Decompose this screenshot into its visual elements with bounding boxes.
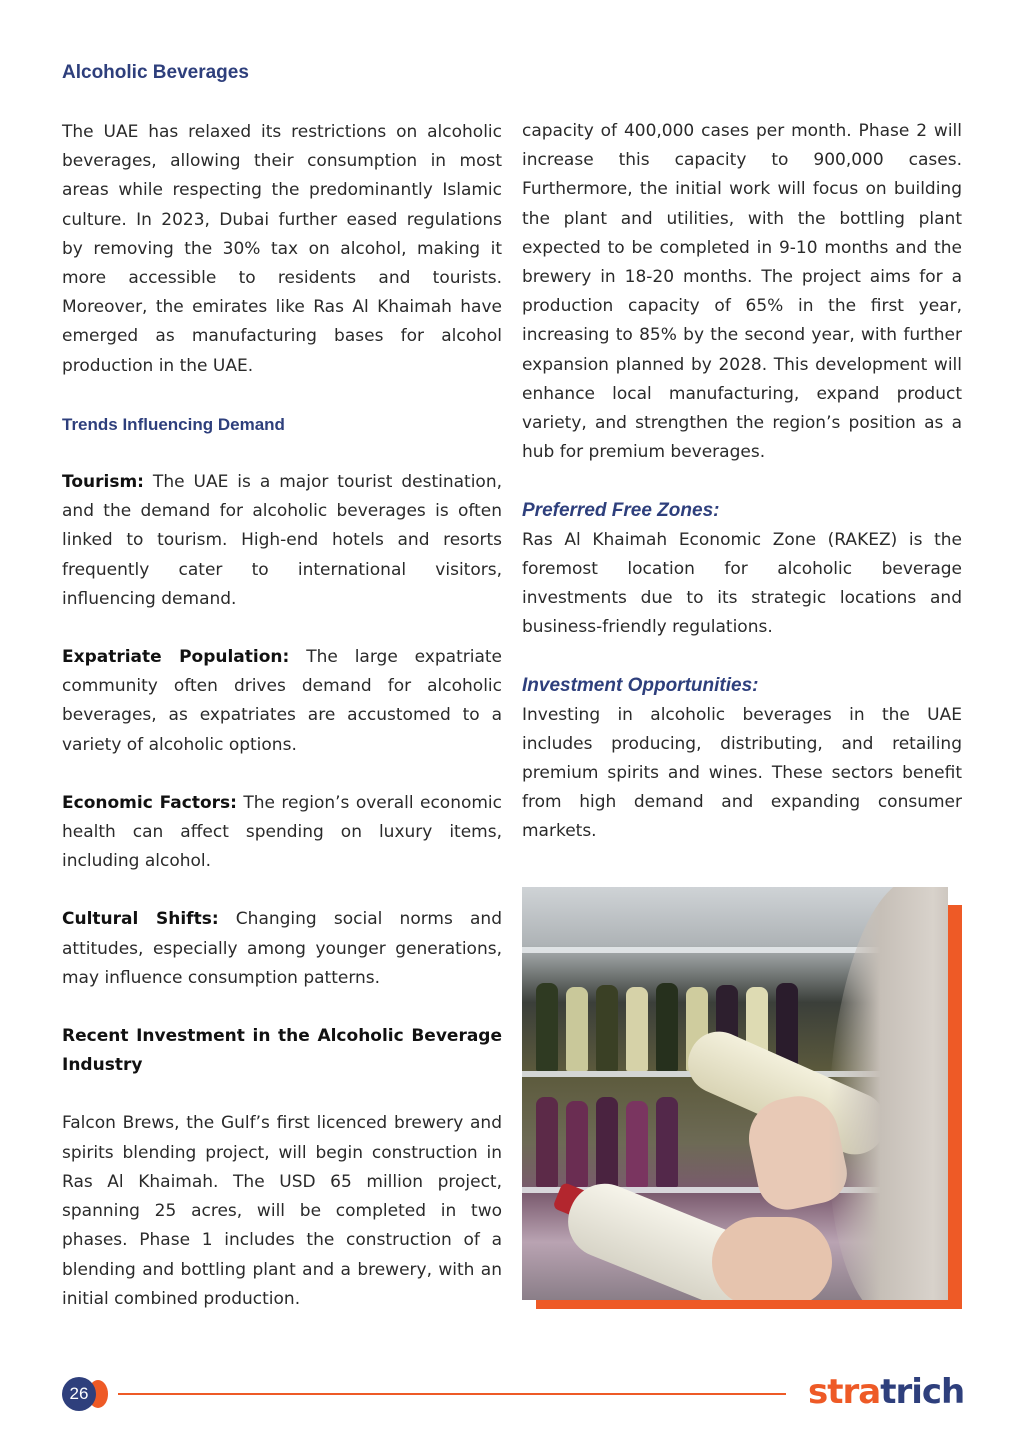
brand-logo bbox=[808, 1372, 964, 1412]
expat-paragraph bbox=[62, 643, 502, 760]
brand-logo-part1: stra bbox=[808, 1372, 881, 1412]
tourism-paragraph bbox=[62, 468, 502, 614]
brand-logo-part2: trich bbox=[880, 1372, 965, 1412]
page-title: Alcoholic Beverages bbox=[62, 62, 249, 83]
right-column bbox=[522, 117, 962, 847]
tourism-text: The UAE is a major tourist destination, and the demand for alcoholic beverages is often linked to tourism. High-end hotels and resorts frequently cater to international visitors, influencing demand. bbox=[62, 472, 502, 609]
economic-label: Economic Factors: bbox=[62, 792, 237, 813]
photo-image bbox=[522, 887, 948, 1300]
opportunities-heading: Investment Opportunities: bbox=[522, 675, 759, 697]
cultural-paragraph bbox=[62, 905, 502, 993]
cultural-label: Cultural Shifts: bbox=[62, 909, 219, 930]
tourism-label: Tourism: bbox=[62, 472, 144, 493]
economic-paragraph bbox=[62, 789, 502, 877]
trends-heading: Trends Influencing Demand bbox=[62, 414, 285, 434]
expat-text: The large expatriate community often drives demand for alcoholic beverages, as expatriates are accustomed to a variety of alcoholic options. bbox=[62, 647, 502, 755]
cultural-text: Changing social norms and attitudes, especially among younger generations, may influence consumption patterns. bbox=[62, 909, 502, 988]
footer-rule bbox=[118, 1393, 786, 1395]
free-zones-heading: Preferred Free Zones: bbox=[522, 500, 720, 522]
intro-paragraph: The UAE has relaxed its restrictions on alcoholic beverages, allowing their consumption in most areas while respecting the predominantly Islamic culture. In 2023, Dubai further eased regulations by removing the 30% tax on alcohol, making it more accessible to residents and tourists. Moreover, the emirates like Ras Al Khaimah have emerged as manufacturing bases for alcohol production in the UAE. bbox=[62, 122, 502, 376]
left-column bbox=[62, 118, 502, 1314]
page-number: 26 bbox=[62, 1377, 96, 1411]
continued-paragraph: capacity of 400,000 cases per month. Phase 2 will increase this capacity to 900,000 cases. Furthermore, the initial work will focus on building the plant and utilities, with the bottling plant expected to be completed in 9-10 months and the brewery in 18-20 months. The project aims for a production capacity of 65% in the first year, increasing to 85% by the second year, with further expansion planned by 2028. This development will enhance local manufacturing, expand product variety, and strengthen the region’s position as a hub for premium beverages. bbox=[522, 121, 962, 463]
falcon-paragraph: Falcon Brews, the Gulf’s first licenced brewery and spirits blending project, will begin construction in Ras Al Khaimah. The USD 65 million project, spanning 25 acres, will be completed in two phases. Phase 1 includes the construction of a blending and bottling plant and a brewery, with an initial combined production. bbox=[62, 1113, 502, 1309]
free-zones-paragraph: Ras Al Khaimah Economic Zone (RAKEZ) is the foremost location for alcoholic beverage investments due to its strategic locations and business-friendly regulations. bbox=[522, 529, 962, 638]
opportunities-paragraph: Investing in alcoholic beverages in the UAE includes producing, distributing, and retailing premium spirits and wines. These sectors benefit from high demand and expanding consumer markets. bbox=[522, 704, 962, 842]
investment-heading: Recent Investment in the Alcoholic Beverage Industry bbox=[62, 1026, 502, 1076]
wine-shelf-photo bbox=[522, 887, 962, 1309]
expat-label: Expatriate Population: bbox=[62, 647, 290, 668]
economic-text: The region’s overall economic health can affect spending on luxury items, including alcohol. bbox=[62, 792, 502, 872]
